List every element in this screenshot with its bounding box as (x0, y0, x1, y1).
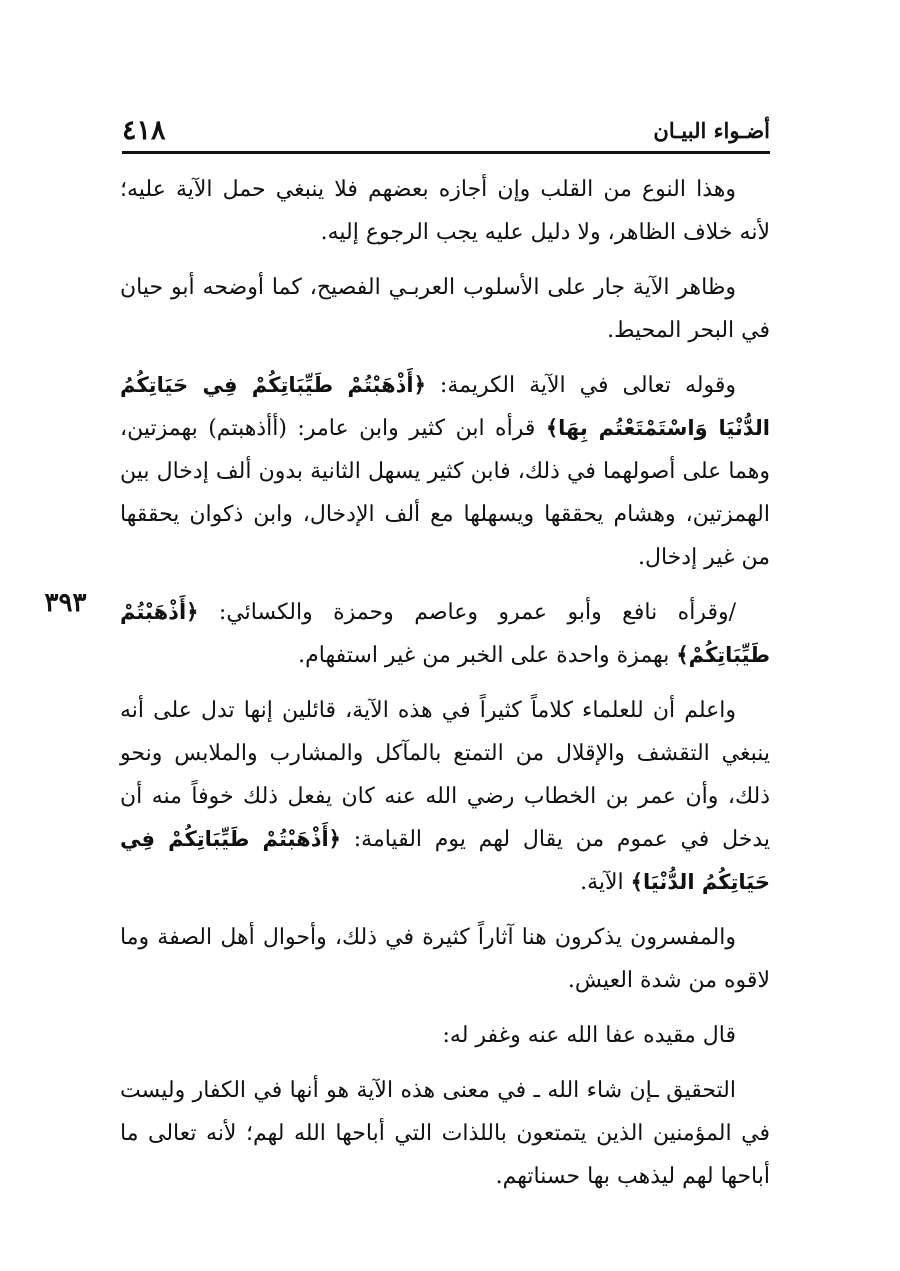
margin-page-reference: ٣٩٣ (44, 588, 87, 618)
body-text (120, 168, 770, 1210)
paragraph-6-text: والمفسرون يذكرون هنا آثاراً كثيرة في ذلك، وأحوال أهل الصفة وما لاقوه من شدة العيش. (120, 925, 770, 993)
paragraph-8-text: التحقيق ـإن شاء الله ـ في معنى هذه الآية هو أنها في الكفار وليست في المؤمنين الذين يتمتعون باللذات التي أباحها الله لهم؛ لأنه تعالى ما أباحها لهم ليذهب بها حسناتهم. (120, 1078, 770, 1189)
paragraph-2-text: وظاهر الآية جار على الأسلوب العربـي الفصيح، كما أوضحه أبو حيان في البحر المحيط. (120, 275, 770, 343)
paragraph-6 (120, 916, 770, 1002)
paragraph-8 (120, 1069, 770, 1198)
paragraph-4 (120, 591, 770, 677)
paragraph-5 (120, 689, 770, 904)
header-rule (122, 151, 770, 154)
quran-verse: ﴿أَذْهَبْتُمْ طَيِّبَاتِكُمْ﴾ (120, 600, 770, 667)
paragraph-1-text: وهذا النوع من القلب وإن أجازه بعضهم فلا ينبغي حمل الآية عليه؛ لأنه خلاف الظاهر، ولا دليل عليه يجب الرجوع إليه. (120, 177, 770, 245)
quran-verse: ﴿أَذْهَبْتُمْ طَيِّبَاتِكُمْ فِي حَيَاتِكُمُ الدُّنْيَا وَاسْتَمْتَعْتُم بِهَا﴾ (120, 373, 771, 440)
paragraph-3 (120, 364, 770, 579)
paragraph-3-tail: قرأه ابن كثير وابن عامر: (أأذهبتم) بهمزتين، وهما على أصولهما في ذلك، فابن كثير يسهل الثانية بدون ألف إدخال بين الهمزتين، وهشام يحققها ويسهلها مع ألف الإدخال، وابن ذكوان يحققها من غير إدخال. (120, 416, 770, 570)
running-title: أضـواء البيـان (653, 118, 770, 143)
paragraph-1 (120, 168, 770, 254)
paragraph-5-tail: الآية. (580, 870, 631, 895)
paragraph-3-lead: وقوله تعالى في الآية الكريمة: (425, 373, 736, 398)
paragraph-7 (120, 1014, 770, 1057)
paragraph-5-lead: واعلم أن للعلماء كلاماً كثيراً في هذه الآية، قائلين إنها تدل على أنه ينبغي التقشف والإقلال من التمتع بالمآكل والمشارب والملابس ونحو ذلك، وأن عمر بن الخطاب رضي الله عنه كان يفعل ذلك خوفاً منه أن يدخل في عموم من يقال لهم يوم القيامة: (120, 698, 771, 852)
paragraph-4-lead: /وقرأه نافع وأبو عمرو وعاصم وحمزة والكسائي: (198, 600, 736, 625)
paragraph-4-tail: بهمزة واحدة على الخبر من غير استفهام. (298, 643, 677, 668)
paragraph-2 (120, 266, 770, 352)
paragraph-7-text: قال مقيده عفا الله عنه وغفر له: (442, 1023, 736, 1048)
page-header (122, 112, 770, 150)
quran-verse: ﴿أَذْهَبْتُمْ طَيِّبَاتِكُمْ فِي حَيَاتِكُمُ الدُّنْيَا﴾ (120, 827, 770, 894)
page-number: ٤١٨ (122, 115, 166, 146)
